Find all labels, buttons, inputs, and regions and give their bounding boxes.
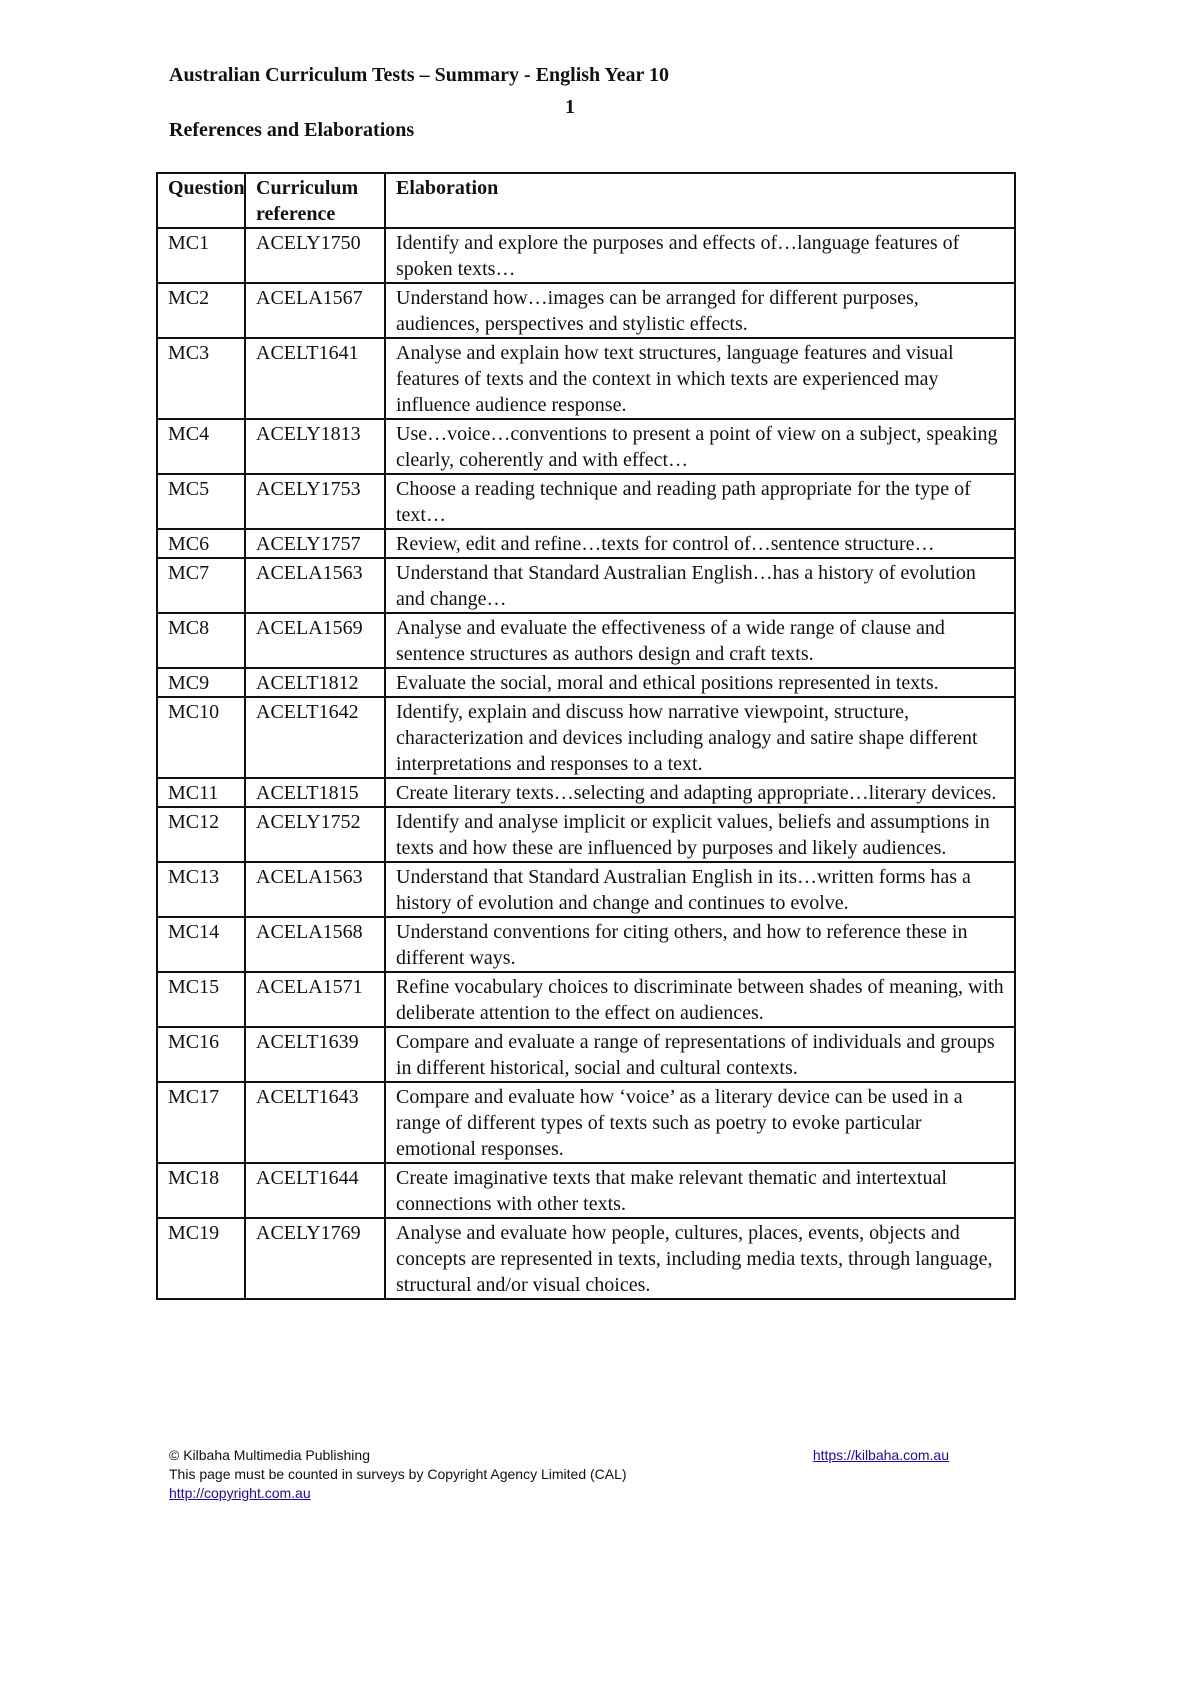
- table-row: [157, 807, 1015, 862]
- question-cell: MC11: [157, 778, 245, 807]
- table-row: [157, 1082, 1015, 1163]
- table-row: [157, 338, 1015, 419]
- reference-cell: ACELY1752: [245, 807, 385, 862]
- question-cell: MC9: [157, 668, 245, 697]
- elaboration-cell: Identify and analyse implicit or explicit values, beliefs and assumptions in texts and how these are influenced by purposes and likely audiences.: [385, 807, 1015, 862]
- elaboration-cell: Choose a reading technique and reading path appropriate for the type of text…: [385, 474, 1015, 529]
- copyright-agency-link[interactable]: http://copyright.com.au: [169, 1485, 311, 1501]
- reference-cell: ACELT1815: [245, 778, 385, 807]
- elaboration-cell: Compare and evaluate how ‘voice’ as a literary device can be used in a range of different types of texts such as poetry to evoke particular emotional responses.: [385, 1082, 1015, 1163]
- table-row: [157, 972, 1015, 1027]
- question-cell: MC13: [157, 862, 245, 917]
- question-cell: MC3: [157, 338, 245, 419]
- table-row: [157, 862, 1015, 917]
- reference-cell: ACELA1571: [245, 972, 385, 1027]
- column-header-elaboration: Elaboration: [385, 173, 1015, 228]
- footer-top-line: [169, 1446, 949, 1465]
- question-cell: MC6: [157, 529, 245, 558]
- table-row: [157, 558, 1015, 613]
- question-cell: MC8: [157, 613, 245, 668]
- reference-cell: ACELY1750: [245, 228, 385, 283]
- question-cell: MC4: [157, 419, 245, 474]
- question-cell: MC5: [157, 474, 245, 529]
- question-cell: MC18: [157, 1163, 245, 1218]
- elaboration-cell: Review, edit and refine…texts for control of…sentence structure…: [385, 529, 1015, 558]
- table-body: [157, 228, 1015, 1299]
- page-number: 1: [565, 96, 575, 118]
- table-row: [157, 228, 1015, 283]
- reference-cell: ACELT1643: [245, 1082, 385, 1163]
- reference-cell: ACELY1757: [245, 529, 385, 558]
- elaboration-cell: Understand that Standard Australian English in its…written forms has a history of evolution and change and continues to evolve.: [385, 862, 1015, 917]
- elaboration-cell: Create imaginative texts that make relevant thematic and intertextual connections with other texts.: [385, 1163, 1015, 1218]
- reference-cell: ACELA1569: [245, 613, 385, 668]
- reference-cell: ACELA1567: [245, 283, 385, 338]
- elaboration-cell: Understand how…images can be arranged for different purposes, audiences, perspectives and stylistic effects.: [385, 283, 1015, 338]
- question-cell: MC17: [157, 1082, 245, 1163]
- question-cell: MC2: [157, 283, 245, 338]
- question-cell: MC1: [157, 228, 245, 283]
- elaboration-cell: Identify, explain and discuss how narrative viewpoint, structure, characterization and devices including analogy and satire shape different interpretations and responses to a text.: [385, 697, 1015, 778]
- elaboration-cell: Use…voice…conventions to present a point of view on a subject, speaking clearly, coherently and with effect…: [385, 419, 1015, 474]
- elaboration-cell: Create literary texts…selecting and adapting appropriate…literary devices.: [385, 778, 1015, 807]
- table-row: [157, 419, 1015, 474]
- table-row: [157, 697, 1015, 778]
- table-row: [157, 1218, 1015, 1299]
- reference-cell: ACELT1642: [245, 697, 385, 778]
- table-header-row: [157, 173, 1015, 228]
- reference-cell: ACELY1769: [245, 1218, 385, 1299]
- table-row: [157, 529, 1015, 558]
- cal-notice: This page must be counted in surveys by Copyright Agency Limited (CAL): [169, 1466, 627, 1482]
- elaboration-cell: Analyse and evaluate how people, cultures, places, events, objects and concepts are represented in texts, including media texts, through language, structural and/or visual choices.: [385, 1218, 1015, 1299]
- column-header-question: Question: [157, 173, 245, 228]
- copyright-text: © Kilbaha Multimedia Publishing: [169, 1447, 370, 1463]
- section-title: References and Elaborations: [169, 119, 415, 141]
- table-row: [157, 668, 1015, 697]
- table-row: [157, 283, 1015, 338]
- page-footer: [169, 1446, 949, 1503]
- table-row: [157, 613, 1015, 668]
- reference-cell: ACELT1812: [245, 668, 385, 697]
- question-cell: MC14: [157, 917, 245, 972]
- reference-cell: ACELA1563: [245, 862, 385, 917]
- question-cell: MC12: [157, 807, 245, 862]
- reference-cell: ACELT1644: [245, 1163, 385, 1218]
- table-row: [157, 778, 1015, 807]
- elaboration-cell: Analyse and explain how text structures, language features and visual features of texts and the context in which texts are experienced may influence audience response.: [385, 338, 1015, 419]
- reference-cell: ACELA1563: [245, 558, 385, 613]
- elaboration-cell: Refine vocabulary choices to discriminate between shades of meaning, with deliberate attention to the effect on audiences.: [385, 972, 1015, 1027]
- elaboration-cell: Understand conventions for citing others, and how to reference these in different ways.: [385, 917, 1015, 972]
- document-title: Australian Curriculum Tests – Summary - English Year 10: [169, 64, 670, 86]
- question-cell: MC15: [157, 972, 245, 1027]
- table-row: [157, 474, 1015, 529]
- question-cell: MC19: [157, 1218, 245, 1299]
- website-link[interactable]: https://kilbaha.com.au: [812, 1447, 949, 1463]
- reference-cell: ACELY1813: [245, 419, 385, 474]
- elaboration-cell: Compare and evaluate a range of representations of individuals and groups in different historical, social and cultural contexts.: [385, 1027, 1015, 1082]
- question-cell: MC10: [157, 697, 245, 778]
- table-row: [157, 917, 1015, 972]
- elaboration-cell: Analyse and evaluate the effectiveness of a wide range of clause and sentence structures as authors design and craft texts.: [385, 613, 1015, 668]
- table-row: [157, 1163, 1015, 1218]
- reference-cell: ACELT1641: [245, 338, 385, 419]
- references-table: [156, 172, 1016, 1300]
- question-cell: MC16: [157, 1027, 245, 1082]
- elaboration-cell: Understand that Standard Australian English…has a history of evolution and change…: [385, 558, 1015, 613]
- reference-cell: ACELT1639: [245, 1027, 385, 1082]
- table-row: [157, 1027, 1015, 1082]
- reference-cell: ACELA1568: [245, 917, 385, 972]
- reference-cell: ACELY1753: [245, 474, 385, 529]
- column-header-reference: Curriculum reference: [245, 173, 385, 228]
- elaboration-cell: Identify and explore the purposes and effects of…language features of spoken texts…: [385, 228, 1015, 283]
- elaboration-cell: Evaluate the social, moral and ethical positions represented in texts.: [385, 668, 1015, 697]
- question-cell: MC7: [157, 558, 245, 613]
